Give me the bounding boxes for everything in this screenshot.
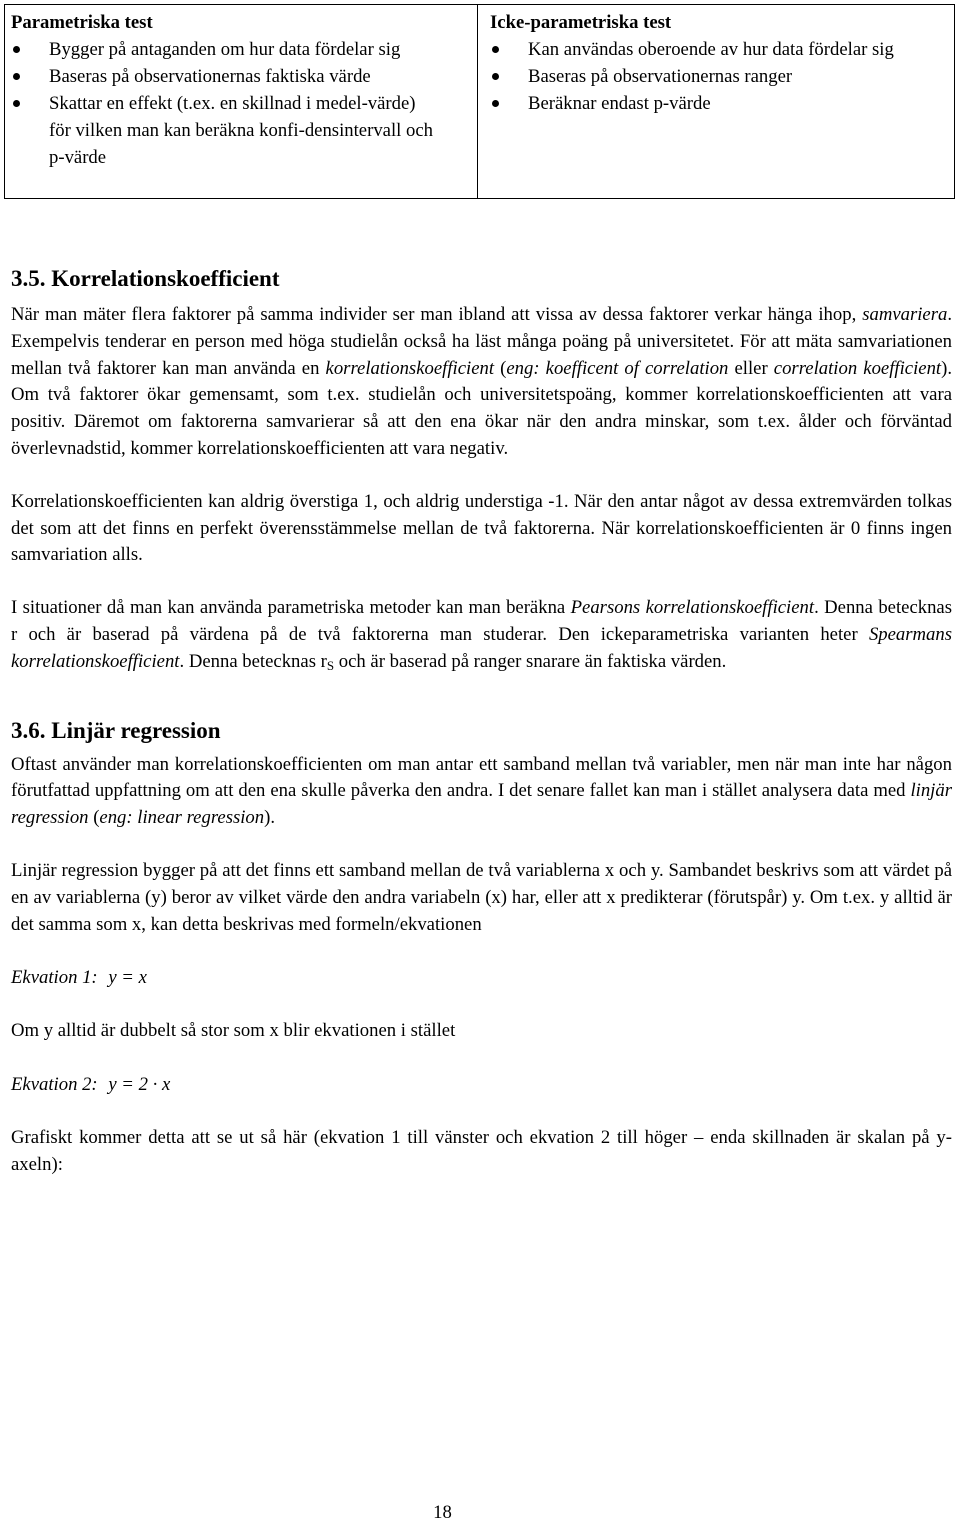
paragraph-pearson-spearman: I situationer då man kan använda parametriska metoder kan man beräkna Pearsons korrelationskoefficient. Denna betecknas r och är baserad på värdena på de två faktorerna man studerar. Den ickeparametriska varianten heter Spearmans korrelationskoefficient. Denna betecknas $r_S$ och är baserad på ranger snarare än faktiska värden.	[11, 597, 953, 673]
bullet-icon	[13, 46, 20, 53]
paragraph-correlation-range: Korrelationskoefficienten kan aldrig överstiga 1, och aldrig understiga -1. När den antar något av dessa extremvärden tolkas det som att det finns en perfekt överensstämmelse mellan de två faktorerna. När korrelationskoefficienten är 0 finns ingen samvariation alls.	[11, 490, 952, 566]
parametric-heading: Parametriska test	[11, 12, 153, 33]
list-item: Baseras på observationernas faktiska värde	[11, 63, 471, 90]
list-item: Bygger på antaganden om hur data fördelar sig	[11, 36, 471, 63]
paragraph-double: Om y alltid är dubbelt så stor som x blir ekvationen i stället	[11, 1020, 456, 1042]
nonparametric-column	[478, 5, 954, 198]
bullet-icon	[13, 100, 20, 107]
equation-1	[11, 964, 952, 992]
equation-2-formula: y = 2 · x	[108, 1074, 171, 1096]
list-item: Beräknar endast p-värde	[490, 90, 948, 117]
bullet-icon	[13, 73, 20, 80]
page-number: 18	[433, 1502, 452, 1523]
paragraph-graph-intro: Grafiskt kommer detta att se ut så här (ekvation 1 till vänster och ekvation 2 till höger – enda skillnaden är skalan på y-axeln):	[11, 1127, 952, 1175]
list-item: Skattar en effekt (t.ex. en skillnad i medel-värde) för vilken man kan beräkna konfi-densintervall och p-värde	[11, 90, 471, 171]
comparison-table	[4, 4, 955, 199]
equation-1-formula: y = x	[108, 967, 147, 989]
nonparametric-heading: Icke-parametriska test	[490, 12, 672, 33]
parametric-list	[11, 36, 471, 171]
section-heading-3-6: 3.6. Linjär regression	[11, 717, 221, 743]
main-content	[11, 262, 952, 1179]
equation-1-label: Ekvation 1:	[11, 967, 98, 989]
paragraph-regression-intro: Oftast använder man korrelationskoefficienten om man antar ett samband mellan två variabler, men när man inte har någon förutfattad uppfattning om att den ena skulle påverka den andra. I det senare fallet kan man i stället analysera data med linjär regression (eng: linear regression).	[11, 753, 952, 829]
bullet-icon	[492, 46, 499, 53]
bullet-icon	[492, 73, 499, 80]
list-item: Kan användas oberoende av hur data fördelar sig	[490, 36, 948, 63]
equation-2	[11, 1071, 952, 1099]
nonparametric-list	[490, 36, 948, 117]
paragraph-regression-relation: Linjär regression bygger på att det finns ett samband mellan de två variablerna x och y. Sambandet beskrivs som att värdet på en av variablerna (y) beror av vilket värde den andra variabeln (x) har, eller att x predikterar (förutspår) y. Om t.ex. y alltid är det samma som x, kan detta beskrivas med formeln/ekvationen	[11, 859, 952, 935]
section-heading-3-5: 3.5. Korrelationskoefficient	[11, 266, 280, 291]
equation-2-label: Ekvation 2:	[11, 1074, 98, 1096]
parametric-column	[5, 5, 478, 198]
list-item: Baseras på observationernas ranger	[490, 63, 948, 90]
bullet-icon	[492, 100, 499, 107]
paragraph-correlation-intro: När man mäter flera faktorer på samma individer ser man ibland att vissa av dessa faktorer verkar hänga ihop, samvariera. Exempelvis tenderar en person med höga studielån också ha läst många poäng på universitetet. För att mäta samvariationen mellan två faktorer kan man använda en korrelationskoefficient (eng: koefficent of correlation eller correlation koefficient). Om två faktorer ökar gemensamt, som t.ex. studielån och universitetspoäng, kommer korrelationskoefficienten att vara positiv. Däremot om faktorerna samvarierar så att den ena ökar när den andra minskar, som t.ex. ålder och förväntad överlevnadstid, kommer korrelationskoefficienten att vara negativ.	[11, 304, 953, 459]
